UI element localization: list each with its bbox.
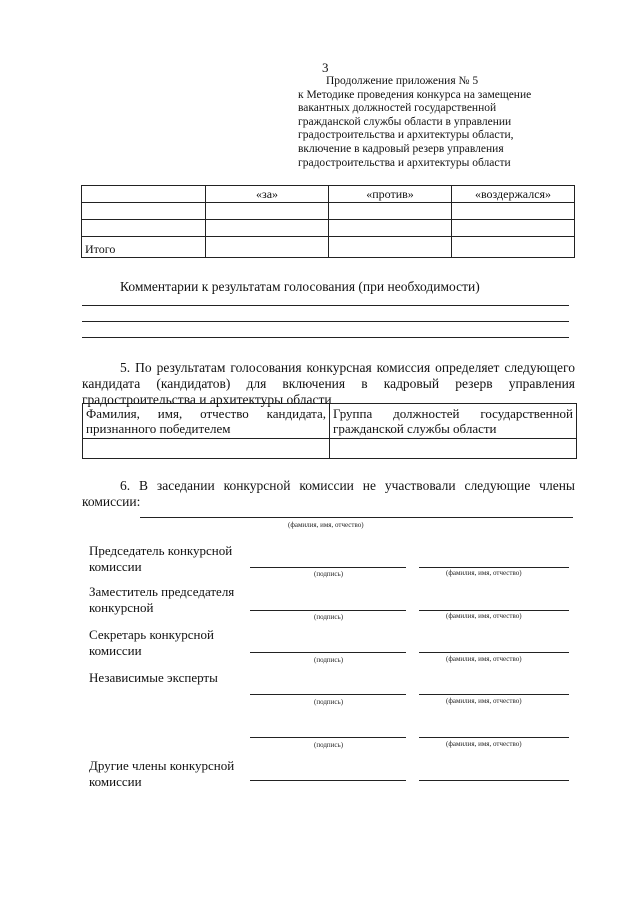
section-6-text: 6. В заседании конкурсной комиссии не участвовали следующие члены комиссии: (82, 478, 575, 509)
table-cell[interactable] (329, 220, 452, 237)
table-cell[interactable] (329, 237, 452, 258)
chair-label: Председатель конкурсной комиссии (89, 543, 233, 574)
table-cell[interactable] (329, 203, 452, 220)
table-cell[interactable] (452, 203, 575, 220)
table-cell[interactable] (452, 237, 575, 258)
column-header-for: «за» (206, 186, 329, 203)
table-cell (82, 186, 206, 203)
comments-title: Комментарии к результатам голосования (при необходимости) (120, 279, 480, 294)
header-line: вакантных должностей государственной (298, 102, 497, 115)
signature-caption: (подпись) (314, 698, 344, 706)
deputy-label: Заместитель председателя конкурсной (89, 584, 235, 615)
signature-caption: (подпись) (314, 613, 344, 621)
table-cell[interactable] (206, 237, 329, 258)
fio-caption: (фамилия, имя, отчество) (288, 521, 364, 529)
expert-signature-line[interactable] (250, 737, 406, 738)
secretary-signature-line[interactable] (250, 652, 406, 653)
header-line: градостроительства и архитектуры области, (298, 129, 514, 142)
table-cell[interactable] (452, 220, 575, 237)
fio-caption: (фамилия, имя, отчество) (446, 655, 522, 663)
header-line: Продолжение приложения № 5 (326, 75, 479, 87)
table-header-row (83, 404, 577, 439)
comment-line[interactable] (82, 321, 569, 322)
table-cell[interactable] (206, 203, 329, 220)
comment-line[interactable] (82, 337, 569, 338)
fio-caption: (фамилия, имя, отчество) (446, 612, 522, 620)
winner-table (82, 403, 577, 459)
fio-caption: (фамилия, имя, отчество) (446, 740, 522, 748)
expert-name-line[interactable] (419, 737, 569, 738)
header-line: к Методике проведения конкурса на замещение (298, 88, 532, 101)
position-group-header: Группа должностей государственной гражданской службы области (330, 404, 577, 439)
chair-name-line[interactable] (419, 567, 569, 568)
header-line: градостроительства и архитектуры области (298, 156, 511, 169)
other-members-label: Другие члены конкурсной комиссии (89, 758, 235, 789)
winner-name-header: Фамилия, имя, отчество кандидата, признанного победителем (83, 404, 330, 439)
secretary-label: Секретарь конкурсной комиссии (89, 627, 214, 658)
table-cell[interactable] (82, 203, 206, 220)
absent-members-line[interactable] (140, 517, 573, 518)
deputy-signature-line[interactable] (250, 610, 406, 611)
signature-caption: (подпись) (314, 656, 344, 664)
page-number: 3 (322, 60, 329, 75)
secretary-name-line[interactable] (419, 652, 569, 653)
comment-line[interactable] (82, 305, 569, 306)
column-header-against: «против» (329, 186, 452, 203)
table-cell[interactable] (330, 439, 577, 459)
other-name-line[interactable] (419, 780, 569, 781)
table-row (82, 220, 575, 237)
deputy-name-line[interactable] (419, 610, 569, 611)
fio-caption: (фамилия, имя, отчество) (446, 697, 522, 705)
header-line: гражданской службы области в управлении (298, 115, 512, 128)
experts-label: Независимые эксперты (89, 670, 218, 685)
table-cell[interactable] (206, 220, 329, 237)
total-label: Итого (82, 237, 206, 258)
table-header-row (82, 186, 575, 203)
expert-signature-line[interactable] (250, 694, 406, 695)
table-cell[interactable] (82, 220, 206, 237)
expert-name-line[interactable] (419, 694, 569, 695)
appendix-header (298, 75, 598, 170)
signature-caption: (подпись) (314, 741, 344, 749)
other-signature-line[interactable] (250, 780, 406, 781)
column-header-abstained: «воздержался» (452, 186, 575, 203)
section-5-text: 5. По результатам голосования конкурсная комиссия определяет следующего кандидата (кандидатов) для включения в кадровый резерв управления градостроительства и архитектуры области (82, 360, 575, 407)
table-row (82, 203, 575, 220)
fio-caption: (фамилия, имя, отчество) (446, 569, 522, 577)
chair-signature-line[interactable] (250, 567, 406, 568)
vote-table (81, 185, 575, 258)
table-total-row (82, 237, 575, 258)
table-row (83, 439, 577, 459)
header-line: включение в кадровый резерв управления (298, 142, 504, 155)
signature-caption: (подпись) (314, 570, 344, 578)
table-cell[interactable] (83, 439, 330, 459)
